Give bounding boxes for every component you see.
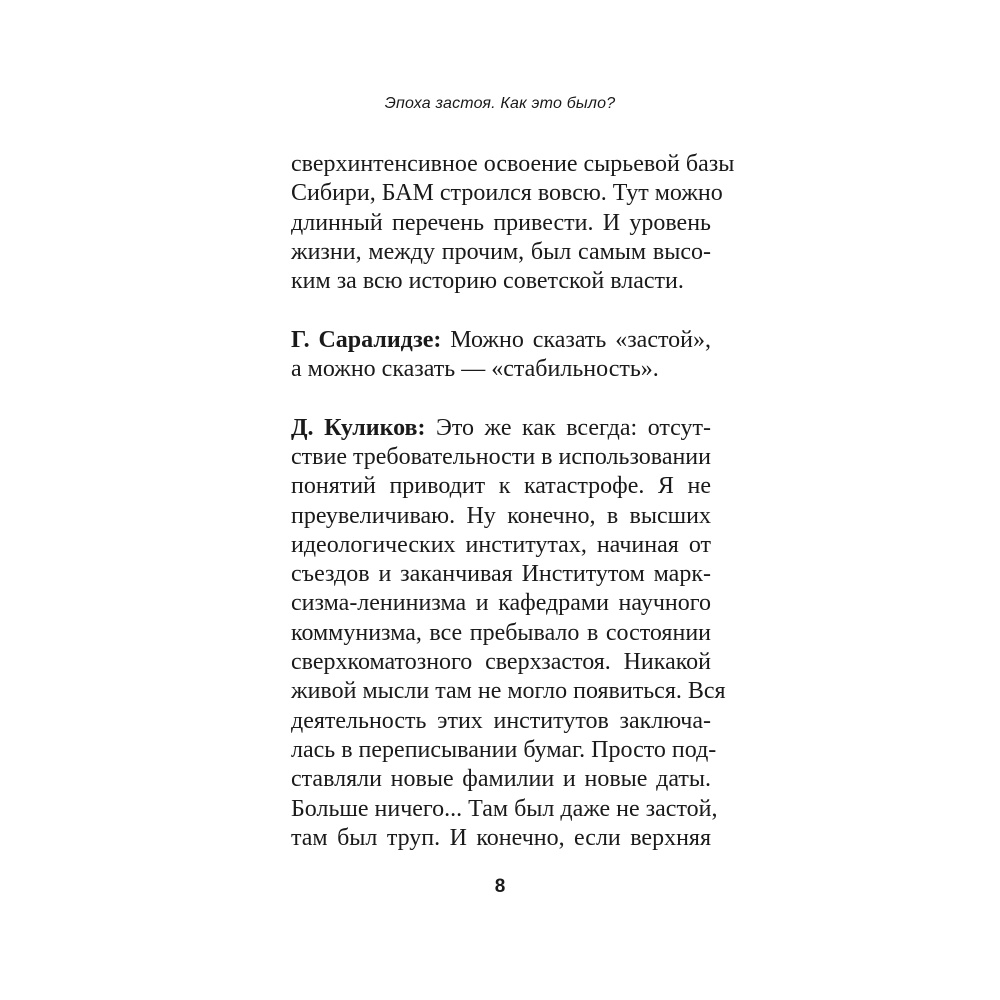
text-line: [291, 414, 711, 443]
text-line: жизни, между прочим, был самым высо-: [291, 238, 711, 265]
text-line: лась в переписывании бумаг. Просто под-: [291, 736, 717, 763]
paragraph: [291, 150, 735, 296]
text-line: идеологических институтах, начиная от: [291, 531, 711, 558]
speech-text: Это же как всегда: отсут-: [425, 414, 711, 441]
text-line: съездов и заканчивая Институтом марк-: [291, 561, 711, 588]
text-line: сизма-ленинизма и кафедрами научного: [291, 590, 711, 617]
paragraph-gap: [291, 296, 711, 325]
paragraph-gap: [291, 384, 711, 413]
speaker-name: Д. Куликов:: [291, 414, 426, 441]
speech-text: Можно сказать «застой»,: [441, 326, 711, 353]
text-line: живой мысли там не могло появиться. Вся: [291, 678, 726, 705]
text-line: ставляли новые фамилии и новые даты.: [291, 766, 711, 793]
body-text: [291, 150, 735, 853]
text-line: сверхинтенсивное освоение сырьевой базы: [291, 151, 735, 177]
text-line: ким за всю историю советской власти.: [291, 268, 684, 295]
text-line: ствие требовательности в использовании: [291, 443, 711, 470]
text-line: Больше ничего... Там был даже не застой,: [291, 795, 718, 822]
text-line: длинный перечень привести. И уровень: [291, 209, 711, 236]
text-line: сверхкоматозного сверхзастоя. Никакой: [291, 649, 711, 676]
text-line: Сибири, БАМ строился вовсю. Тут можно: [291, 180, 723, 207]
speaker-name: Г. Саралидзе:: [291, 326, 442, 353]
text-line: преувеличиваю. Ну конечно, в высших: [291, 502, 711, 529]
text-line: деятельность этих институтов заключа-: [291, 707, 711, 734]
text-line: а можно сказать — «стабильность».: [291, 356, 659, 383]
text-line: коммунизма, все пребывало в состоянии: [291, 619, 711, 646]
text-line: понятий приводит к катастрофе. Я не: [291, 473, 711, 500]
text-line: [291, 326, 711, 355]
running-head: Эпоха застоя. Как это было?: [384, 95, 616, 112]
paragraph: [291, 326, 711, 385]
paragraph: [291, 414, 726, 853]
text-line: там был труп. И конечно, если верхняя: [291, 824, 711, 851]
page-number: 8: [494, 876, 506, 897]
